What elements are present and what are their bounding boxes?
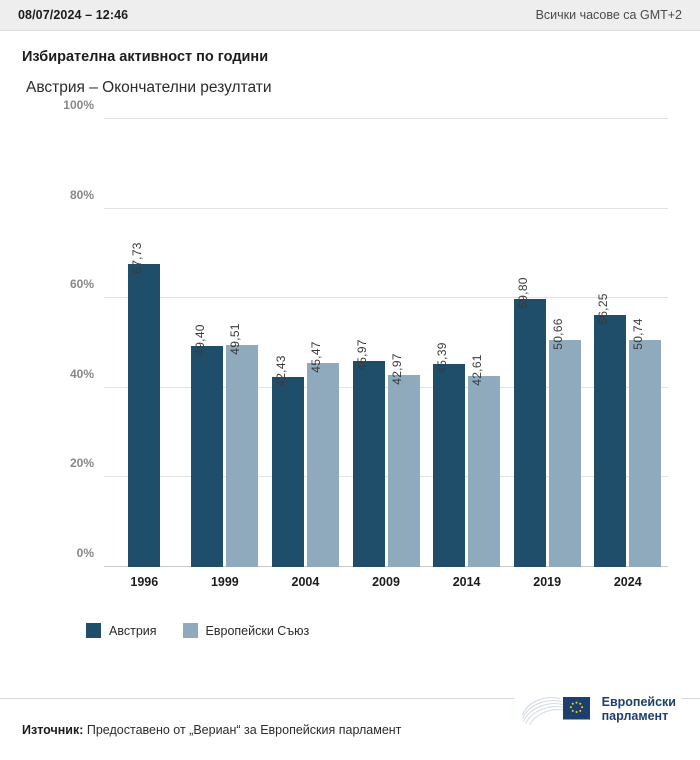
legend-item[interactable]: [86, 623, 157, 638]
x-axis-tick-label: 2019: [533, 575, 562, 589]
x-axis-tick-label: 1999: [210, 575, 239, 589]
source-text: Предоставено от „Вериан“ за Европейския парламент: [86, 722, 402, 737]
bar: [191, 323, 223, 567]
chart-plot-area: [22, 98, 678, 619]
x-axis-tick-label: 1996: [130, 575, 159, 589]
legend-label: Австрия: [109, 623, 157, 638]
bar-group: [587, 119, 668, 567]
bar: [272, 355, 304, 567]
bar: [594, 293, 626, 567]
legend-label: Европейски Съюз: [205, 623, 310, 638]
timestamp: 08/07/2024 – 12:46: [18, 8, 129, 22]
bar-value-label: 49,40: [193, 323, 208, 356]
european-parliament-logo-icon: [521, 692, 593, 726]
bar-group: [346, 119, 427, 567]
y-axis-tick-label: 60%: [69, 277, 94, 292]
bar: [128, 241, 160, 567]
bar: [388, 352, 420, 568]
ep-logo-text: [602, 695, 676, 724]
bar-group: [104, 119, 185, 567]
x-axis-tick-label: 2009: [372, 575, 400, 589]
bar: [226, 323, 258, 567]
bar-value-label: 67,73: [130, 241, 145, 274]
bar-group: [185, 119, 266, 567]
bar-value-label: 50,66: [550, 318, 565, 350]
bar-value-label: 45,97: [354, 339, 369, 371]
chart-legend: [0, 619, 700, 638]
chart-x-axis-labels: [104, 567, 668, 597]
bar: [629, 317, 661, 567]
x-axis-tick-label: 2014: [452, 575, 481, 589]
legend-swatch-icon: [183, 623, 198, 638]
bar-value-label: 45,39: [435, 341, 450, 374]
bar-group: [265, 119, 346, 567]
bar-value-label: 56,25: [596, 293, 611, 325]
chart-bars: [104, 119, 668, 567]
ep-logo: [515, 688, 682, 730]
legend-item[interactable]: [183, 623, 310, 638]
chart-subtitle: Австрия – Окончателни резултати: [26, 79, 272, 96]
legend-swatch-icon: [86, 623, 101, 638]
bar: [433, 341, 465, 567]
source-label: Източник:: [22, 722, 84, 737]
y-axis-tick-label: 40%: [69, 366, 94, 381]
bar-value-label: 49,51: [228, 323, 243, 355]
timezone-note: Всички часове са GMT+2: [535, 8, 682, 22]
x-axis-tick-label: 2024: [613, 575, 642, 589]
bar-value-label: 42,61: [470, 354, 485, 386]
bar-group: [426, 119, 507, 567]
bar: [468, 354, 500, 567]
title-block: [0, 31, 700, 97]
page-title: Избирателна активност по години: [22, 49, 269, 65]
bar-value-label: 50,74: [631, 317, 646, 350]
ep-logo-line2: парламент: [601, 709, 669, 723]
y-axis-tick-label: 100%: [63, 98, 94, 112]
bar: [514, 277, 546, 567]
top-bar: [0, 0, 700, 31]
y-axis-tick-label: 80%: [69, 187, 94, 202]
y-axis-tick-label: 20%: [69, 456, 94, 471]
bar-value-label: 42,97: [389, 352, 404, 385]
ep-logo-line1: Европейски: [601, 694, 676, 709]
x-axis-tick-label: 2004: [291, 575, 320, 589]
bar: [307, 341, 339, 567]
bar-value-label: 59,80: [515, 277, 530, 309]
bar-group: [507, 119, 588, 567]
bar-value-label: 42,43: [273, 355, 288, 387]
bar-value-label: 45,47: [308, 341, 323, 374]
bar: [549, 318, 581, 567]
bar: [353, 339, 385, 567]
y-axis-tick-label: 0%: [76, 546, 94, 560]
